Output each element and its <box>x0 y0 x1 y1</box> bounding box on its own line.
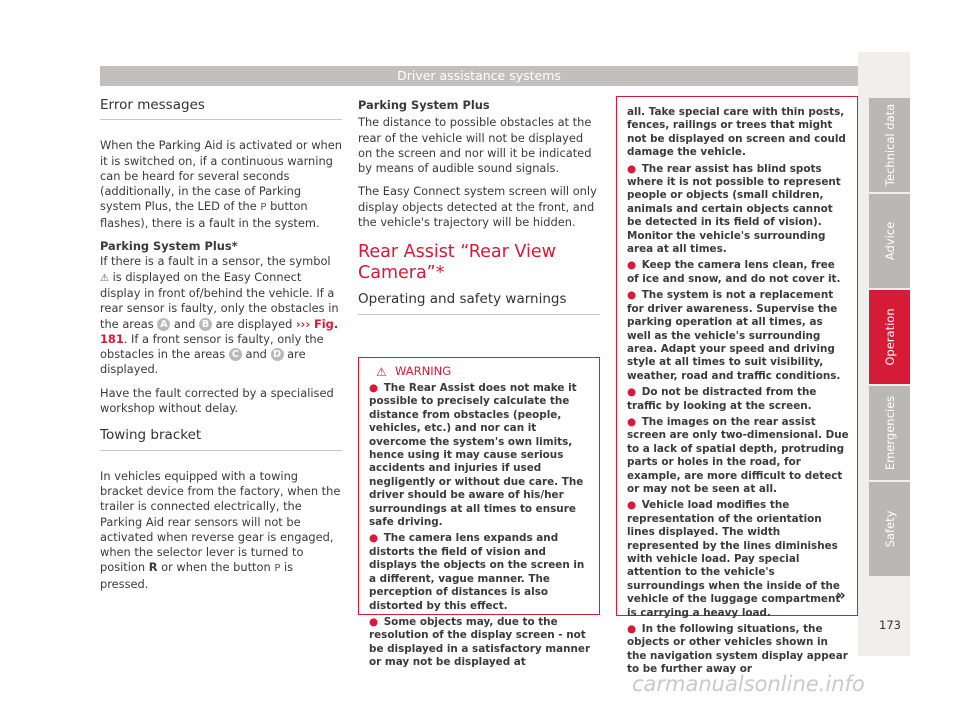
list-item: ● Keep the camera lens clean, free of ice and snow, and do not cover it. <box>627 259 841 285</box>
column-1 <box>100 98 342 600</box>
area-c-marker: C <box>229 348 242 361</box>
tab-technical-data[interactable]: Technical data <box>869 98 910 192</box>
figure-reference-link[interactable]: ››› Fig. 181 <box>100 316 339 346</box>
warning-list-continued <box>617 97 857 677</box>
warning-box-continued <box>616 96 858 676</box>
list-item: ● The rear assist has blind spots where it is not possible to represent people or objects (small children, animals and certain objects cannot be detected in its field of vision). Monitor the vehicle's surrounding area at all times. <box>627 162 841 256</box>
heading-operating-warnings: Operating and safety warnings <box>358 292 600 314</box>
parking-button-icon-2: P <box>274 563 281 575</box>
warning-list <box>359 382 599 670</box>
list-item: all. Take special care with thin posts, fences, railings or trees that might not be displayed on screen and could damage the vehicle. <box>627 106 846 159</box>
continue-arrow-icon: » <box>836 586 846 604</box>
list-item: ● The camera lens expands and distorts the field of vision and displays the objects on the screen in a different, vague manner. The perception of distances is also distorted by this effect. <box>369 532 585 612</box>
paragraph-rear-distance: The distance to possible obstacles at the rear of the vehicle will not be displayed on the screen and nor will it be indicated by means of audible sound signals. <box>358 115 592 176</box>
section-header: Driver assistance systems <box>100 66 858 86</box>
list-item: ● Vehicle load modifies the representation of the orientation lines displayed. The width represented by the lines diminishes with vehicle load. Pay special attention to the vehicle's surroundings when the inside of the vehicle of the luggage compartment is carrying a heavy load. <box>627 499 841 619</box>
warning-icon: ⚠ <box>376 365 387 379</box>
list-item: ● Some objects may, due to the resolution of the display screen - not be displayed in a satisfactory manner or may not be displayed at <box>369 615 591 669</box>
warning-title: WARNING <box>395 364 452 378</box>
heading-towing-bracket: Towing bracket <box>100 428 342 450</box>
paragraph-easy-connect: The Easy Connect system screen will only display objects detected at the front, and the vehicle's trajectory will be hidden. <box>358 184 597 230</box>
paragraph-sensor-fault: If there is a fault in a sensor, the symbol ⚠ is displayed on the Easy Connect display in front of/behind the vehicle. If a rear sensor is faulty, only the obstacles in the areas A and B are displayed ››› Fig. 181. If a front sensor is faulty, only the obstacles in the areas C and D are displayed. <box>100 254 339 377</box>
paragraph-towing: In vehicles equipped with a towing bracket device from the factory, when the trailer is connected electrically, the Parking Aid rear sensors will not be activated when reverse gear is engaged, when the selector lever is turned to position R or when the button P is pressed. <box>100 468 341 591</box>
list-item: ● The images on the rear assist screen are only two-dimensional. Due to a lack of spatial depth, protruding parts or holes in the road, for example, are more difficult to detect or may not be seen at all. <box>627 415 849 495</box>
list-item: ● The system is not a replacement for driver awareness. Supervise the parking operation at all times, as well as the vehicle's surrounding area. Adapt your speed and driving style at all times to suit visibility, weather, road and traffic conditions. <box>627 289 841 382</box>
area-a-marker: A <box>157 318 170 331</box>
paragraph-error-intro: When the Parking Aid is activated or when it is switched on, if a continuous warning can be heard for several seconds (additionally, in the case of Parking system Plus, the LED of the P button flashes), there is a fault in the system. <box>100 138 342 230</box>
heading-rear-assist: Rear Assist “Rear View Camera”* <box>358 242 556 284</box>
warning-triangle-icon: ⚠ <box>100 272 109 284</box>
side-tabs <box>869 98 910 578</box>
area-d-marker: D <box>271 348 284 361</box>
column-2 <box>358 98 600 333</box>
tab-advice[interactable]: Advice <box>869 194 910 288</box>
tab-operation[interactable]: Operation <box>869 290 910 384</box>
tab-safety[interactable]: Safety <box>869 482 910 576</box>
watermark: carmanualsonline.info <box>632 672 865 696</box>
parking-system-plus-title: Parking System Plus* <box>100 239 238 254</box>
parking-system-plus-title-2: Parking System Plus <box>358 98 490 112</box>
warning-box <box>358 357 600 669</box>
tab-emergencies[interactable]: Emergencies <box>869 386 910 480</box>
page-number: 173 <box>879 618 901 632</box>
list-item: ● Do not be distracted from the traffic by looking at the screen. <box>627 386 817 412</box>
parking-button-icon: P <box>260 202 267 214</box>
list-item: ● In the following situations, the objects or other vehicles shown in the navigation system display appear to be further away or <box>627 623 848 676</box>
heading-error-messages: Error messages <box>100 98 342 120</box>
paragraph-workshop: Have the fault corrected by a specialised workshop without delay. <box>100 385 334 416</box>
area-b-marker: B <box>199 318 212 331</box>
list-item: ● The Rear Assist does not make it possible to precisely calculate the distance from obstacles (people, vehicles, etc.) and nor can it overcome the system's own limits, hence using it may cause serious accidents and injuries if used negligently or without due care. The driver should be aware of his/her surroundings at all times to ensure safe driving. <box>369 382 584 529</box>
